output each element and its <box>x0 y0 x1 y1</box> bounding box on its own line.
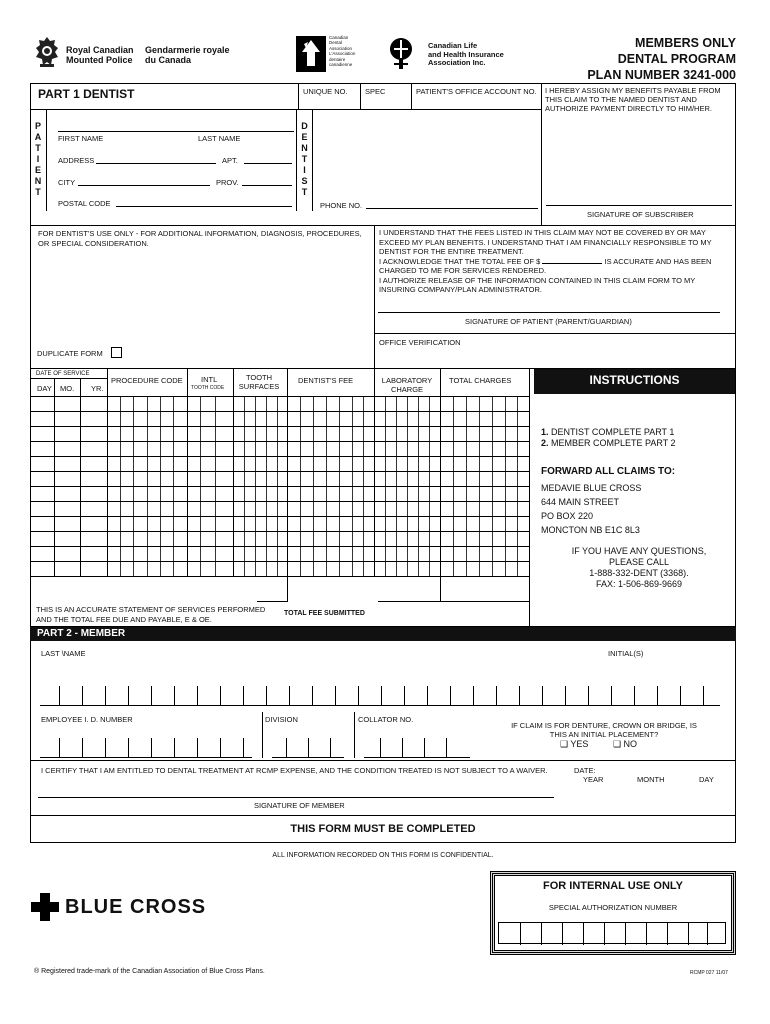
must-complete-notice: THIS FORM MUST BE COMPLETED <box>290 823 476 835</box>
duplicate-form-checkbox[interactable] <box>111 347 122 358</box>
patient-band: P A T I E N T <box>30 109 47 211</box>
total-fee-submitted-label: TOTAL FEE SUBMITTED <box>284 610 365 617</box>
date-label: DATE: <box>574 766 596 775</box>
unique-no-label: UNIQUE NO. <box>303 87 348 96</box>
dentists-fee-label: DENTIST'S FEE <box>298 376 354 385</box>
cda-logo-icon <box>296 36 326 72</box>
office-verification-label: OFFICE VERIFICATION <box>379 338 461 347</box>
internal-use-title: FOR INTERNAL USE ONLY <box>543 880 683 892</box>
tooth-surfaces-label: TOOTH SURFACES <box>238 373 280 391</box>
intl-label: INTL <box>201 375 218 384</box>
employee-id-label: EMPLOYEE I. D. NUMBER <box>41 715 133 724</box>
plan-title: MEMBERS ONLY DENTAL PROGRAM PLAN NUMBER 3241-000 <box>587 36 736 82</box>
certify-text: I CERTIFY THAT I AM ENTITLED TO DENTAL TREATMENT AT RCMP EXPENSE, AND THE CONDITION TREATED IS NOT SUBJECT TO A WAIVER. <box>41 766 548 775</box>
year-label: YEAR <box>583 775 604 784</box>
clhia-name: Canadian Life and Health Insurance Association Inc. <box>428 41 504 67</box>
part2-header: PART 2 - MEMBER <box>30 627 736 641</box>
instructions-header: INSTRUCTIONS <box>534 369 735 394</box>
special-auth-label: SPECIAL AUTHORIZATION NUMBER <box>548 903 678 912</box>
initials-label: INITIAL(S) <box>608 649 644 658</box>
duplicate-form-label: DUPLICATE FORM <box>37 349 122 358</box>
blue-cross-logo: BLUE CROSS <box>31 893 206 921</box>
last-name-boxes[interactable] <box>40 686 720 706</box>
total-charges-label: TOTAL CHARGES <box>449 376 512 385</box>
address-label: ADDRESS <box>58 156 95 165</box>
postal-code-label: POSTAL CODE <box>58 199 111 208</box>
first-name-label: FIRST NAME <box>58 134 104 143</box>
phone-no-label: PHONE NO. <box>320 201 363 210</box>
month-label: MONTH <box>637 775 665 784</box>
trademark-notice: ® Registered trade-mark of the Canadian Association of Blue Cross Plans. <box>34 968 265 975</box>
dentist-band: D E N T I S T <box>296 109 313 211</box>
dentist-use-text: FOR DENTIST'S USE ONLY - FOR ADDITIONAL INFORMATION, DIAGNOSIS, PROCEDURES, OR SPECIAL CONSIDERATION. <box>38 229 362 248</box>
instruction-steps: 1. DENTIST COMPLETE PART 1 2. MEMBER COMPLETE PART 2 <box>541 427 676 448</box>
confidential-notice: ALL INFORMATION RECORDED ON THIS FORM IS CONFIDENTIAL. <box>272 852 494 859</box>
procedure-code-label: PROCEDURE CODE <box>111 376 183 385</box>
part1-title: PART 1 DENTIST <box>38 87 135 101</box>
mo-label: MO. <box>60 384 75 393</box>
form-code: RCMP 027 11/07 <box>690 970 728 976</box>
cda-logo-text: Canadian Dental Association L'Association dentaire canadienne <box>329 35 356 68</box>
employee-id-boxes[interactable] <box>40 738 480 758</box>
date-of-service-label: DATE OF SERVICE <box>36 371 90 377</box>
rcmp-name-en: Royal Canadian Mounted Police <box>66 45 134 65</box>
part1-frame <box>30 83 736 369</box>
initial-placement-options <box>560 739 637 750</box>
day-label: DAY <box>37 384 52 393</box>
collator-label: COLLATOR NO. <box>358 715 414 724</box>
signature-patient-label: SIGNATURE OF PATIENT (PARENT/GUARDIAN) <box>465 317 632 326</box>
understand-text: I UNDERSTAND THAT THE FEES LISTED IN THIS CLAIM MAY NOT BE COVERED BY OR MAY EXCEED MY PLAN BENEFITS. I UNDERSTAND THAT I AM FINANCIALLY RESPONSIBLE TO MY DENTIST FOR THE ENTIRE TREATMENT. I ACKNOWLEDGE THAT THE TOTAL FEE OF $ IS ACCURATE AND HAS BEEN CHARGED TO ME FOR SERVICES RENDERED. I AUTHORIZE RELEASE OF THE INFORMATION CONTAINED IN THIS CLAIM FORM TO MY INSURING COMPANY/PLAN ADMINISTRATOR. <box>379 228 712 294</box>
special-auth-boxes[interactable] <box>498 922 726 944</box>
assign-text: I HEREBY ASSIGN MY BENEFITS PAYABLE FROM THIS CLAIM TO THE NAMED DENTIST AND AUTHORIZE PAYMENT DIRECTLY TO HIM/HER. <box>545 86 721 113</box>
day-label-member: DAY <box>699 775 714 784</box>
clhia-logo-icon <box>388 37 414 71</box>
lab-charge-label: LABORATORY CHARGE <box>381 376 433 394</box>
accurate-statement: THIS IS AN ACCURATE STATEMENT OF SERVICES PERFORMED AND THE TOTAL FEE DUE AND PAYABLE, E & OE. <box>36 605 266 624</box>
mailing-address: MEDAVIE BLUE CROSS 644 MAIN STREET PO BOX 220 MONCTON NB E1C 8L3 <box>541 483 642 535</box>
spec-label: SPEC <box>365 87 386 96</box>
rcmp-crest-icon <box>34 36 60 68</box>
yes-checkbox[interactable]: ❑ YES <box>560 739 589 749</box>
office-account-label: PATIENT'S OFFICE ACCOUNT NO. <box>416 87 537 96</box>
division-label: DIVISION <box>265 715 298 724</box>
prov-label: PROV. <box>216 178 239 187</box>
denture-question: IF CLAIM IS FOR DENTURE, CROWN OR BRIDGE, IS THIS AN INITIAL PLACEMENT? <box>511 721 697 739</box>
tooth-code-label: TOOTH CODE <box>191 385 225 391</box>
last-name-label: LAST NAME <box>198 134 241 143</box>
no-checkbox[interactable]: ❑ NO <box>612 739 638 749</box>
apt-label: APT. <box>222 156 238 165</box>
yr-label: YR. <box>91 384 104 393</box>
city-label: CITY <box>58 178 76 187</box>
signature-member-label: SIGNATURE OF MEMBER <box>254 801 345 810</box>
rcmp-name-fr: Gendarmerie royale du Canada <box>145 45 230 65</box>
blue-cross-icon <box>31 893 59 921</box>
forward-claims-label: FORWARD ALL CLAIMS TO: <box>541 466 676 477</box>
contact-info: IF YOU HAVE ANY QUESTIONS, PLEASE CALL 1-888-332-DENT (3368). FAX: 1-506-869-9669 <box>571 546 707 589</box>
last-name-member-label: LAST \NAME <box>41 649 86 658</box>
signature-subscriber-label: SIGNATURE OF SUBSCRIBER <box>587 210 694 219</box>
